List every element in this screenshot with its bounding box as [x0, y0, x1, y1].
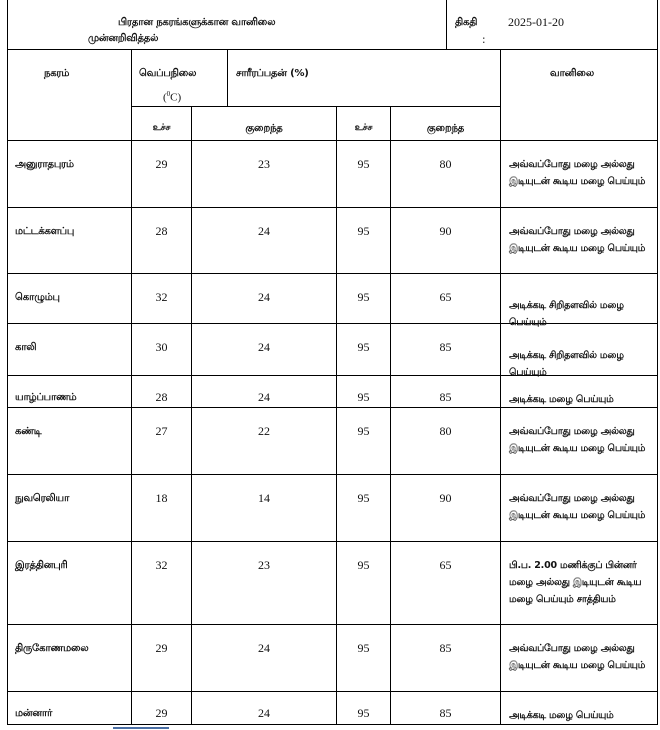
humidity-min-value: 65: [439, 558, 452, 572]
city-name: கொழும்பு: [15, 292, 60, 303]
weather-description: அவ்வப்போது மழை அல்லது இடியுடன் கூடிய மழை பெய்யும்: [509, 643, 646, 671]
row-line: [7, 624, 658, 625]
humidity-min-value: 90: [439, 491, 452, 505]
humidity-min-value: 85: [439, 390, 452, 404]
unit-degree: 0: [166, 90, 171, 98]
humidity-max-value: 95: [357, 340, 370, 354]
header-temperature-unit: [163, 86, 181, 107]
header-city: நகரம்: [44, 68, 70, 79]
unit-paren-open: (: [163, 91, 167, 104]
date-cell-divider: [446, 0, 447, 49]
temp-max-value: 32: [155, 290, 168, 304]
humidity-min-value: 65: [439, 290, 452, 304]
row-line: [7, 140, 658, 141]
temp-min-value: 22: [258, 424, 270, 438]
temp-min-value: 14: [258, 491, 270, 505]
city-name: மன்னார்: [15, 708, 53, 719]
humidity-min-value: 80: [439, 424, 452, 438]
weather-description: அடிக்கடி மழை பெய்யும்: [509, 710, 614, 721]
date-colon: :: [482, 34, 486, 46]
humidity-min-value: 85: [439, 706, 452, 720]
header-temp-min: குறைந்த: [245, 123, 283, 134]
temp-min-value: 24: [258, 706, 270, 720]
header-temperature: வெப்பநிலை: [139, 68, 197, 79]
temp-max-value: 29: [155, 641, 168, 655]
temp-max-value: 29: [155, 157, 168, 171]
row-line: [7, 474, 658, 475]
humidity-min-value: 90: [439, 224, 452, 238]
city-name: மட்டக்களப்பு: [15, 226, 75, 237]
humidity-max-value: 95: [357, 491, 370, 505]
weather-description: அவ்வப்போது மழை அல்லது இடியுடன் கூடிய மழை பெய்யும்: [509, 159, 646, 187]
temp-min-value: 23: [258, 558, 270, 572]
col-line-temp-split: [191, 106, 192, 725]
humidity-max-value: 95: [357, 224, 370, 238]
footer-underline: [113, 727, 169, 729]
city-name: காலி: [15, 342, 37, 353]
temp-min-value: 24: [258, 641, 270, 655]
header-temp-max: உச்ச: [152, 123, 171, 133]
humidity-min-value: 85: [439, 641, 452, 655]
temp-min-value: 24: [258, 340, 270, 354]
header-hum-min: குறைந்த: [426, 123, 465, 134]
table-border-bottom: [7, 724, 658, 725]
temp-max-value: 27: [155, 424, 168, 438]
table-border-left: [7, 0, 8, 725]
humidity-min-value: 80: [439, 157, 452, 171]
weather-description: அடிக்கடி மழை பெய்யும்: [509, 394, 614, 405]
weather-description: அடிக்கடி சிறிதளவில் மழை பெய்யும்: [509, 300, 624, 328]
humidity-max-value: 95: [357, 390, 370, 404]
city-name: நுவரெலியா: [15, 493, 70, 504]
subheader-top: [131, 106, 501, 107]
row-line: [7, 541, 658, 542]
city-name: இரத்தினபுரி: [15, 560, 68, 571]
header-hum-max: உச்ச: [354, 123, 373, 133]
row-line: [7, 207, 658, 208]
weather-description: அவ்வப்போது மழை அல்லது இடியுடன் கூடிய மழை பெய்யும்: [509, 426, 646, 454]
city-name: கண்டி: [15, 426, 42, 437]
humidity-min-value: 85: [439, 340, 452, 354]
weather-description: அவ்வப்போது மழை அல்லது இடியுடன் கூடிய மழை பெய்யும்: [509, 493, 646, 521]
temp-max-value: 29: [155, 706, 168, 720]
header-humidity: சாரீரப்பதன் (%): [236, 68, 309, 79]
temp-min-value: 23: [258, 157, 270, 171]
temp-max-value: 28: [155, 224, 168, 238]
unit-celsius: C): [170, 91, 182, 104]
date-value: 2025-01-20: [508, 15, 564, 29]
weather-description: அடிக்கடி சிறிதளவில் மழை பெய்யும்: [509, 350, 624, 378]
temp-max-value: 18: [155, 491, 168, 505]
humidity-max-value: 95: [357, 290, 370, 304]
city-name: யாழ்ப்பாணம்: [15, 392, 77, 403]
weather-description: பி.ப. 2.00 மணிக்குப் பின்னர் மழை அல்லது இடியுடன் கூடிய மழை பெய்யும் சாத்தியம்: [509, 560, 642, 605]
city-name: அனுராதபுரம்: [15, 159, 74, 170]
row-line: [7, 273, 658, 274]
row-line: [7, 691, 658, 692]
col-line-hum-split: [390, 106, 391, 725]
date-label: திகதி: [455, 17, 478, 28]
humidity-max-value: 95: [357, 424, 370, 438]
temp-max-value: 28: [155, 390, 168, 404]
humidity-max-value: 95: [357, 706, 370, 720]
temp-min-value: 24: [258, 390, 270, 404]
humidity-max-value: 95: [357, 641, 370, 655]
temp-max-value: 30: [155, 340, 168, 354]
col-line-hum-max: [336, 106, 337, 725]
humidity-max-value: 95: [357, 558, 370, 572]
humidity-max-value: 95: [357, 157, 370, 171]
header-weather: வானிலை: [550, 68, 594, 79]
temp-min-value: 24: [258, 224, 270, 238]
document-title-line1: பிரதான நகரங்களுக்கான வானிலை: [118, 17, 276, 28]
title-row-bottom: [7, 49, 658, 50]
table-border-right: [657, 0, 658, 725]
temp-min-value: 24: [258, 290, 270, 304]
col-line-temp-header: [227, 49, 228, 106]
city-name: திருகோணமலை: [15, 643, 89, 654]
weather-description: அவ்வப்போது மழை அல்லது இடியுடன் கூடிய மழை பெய்யும்: [509, 226, 646, 254]
temp-max-value: 32: [155, 558, 168, 572]
document-title-line2: முன்னறிவித்தல்: [88, 33, 159, 44]
